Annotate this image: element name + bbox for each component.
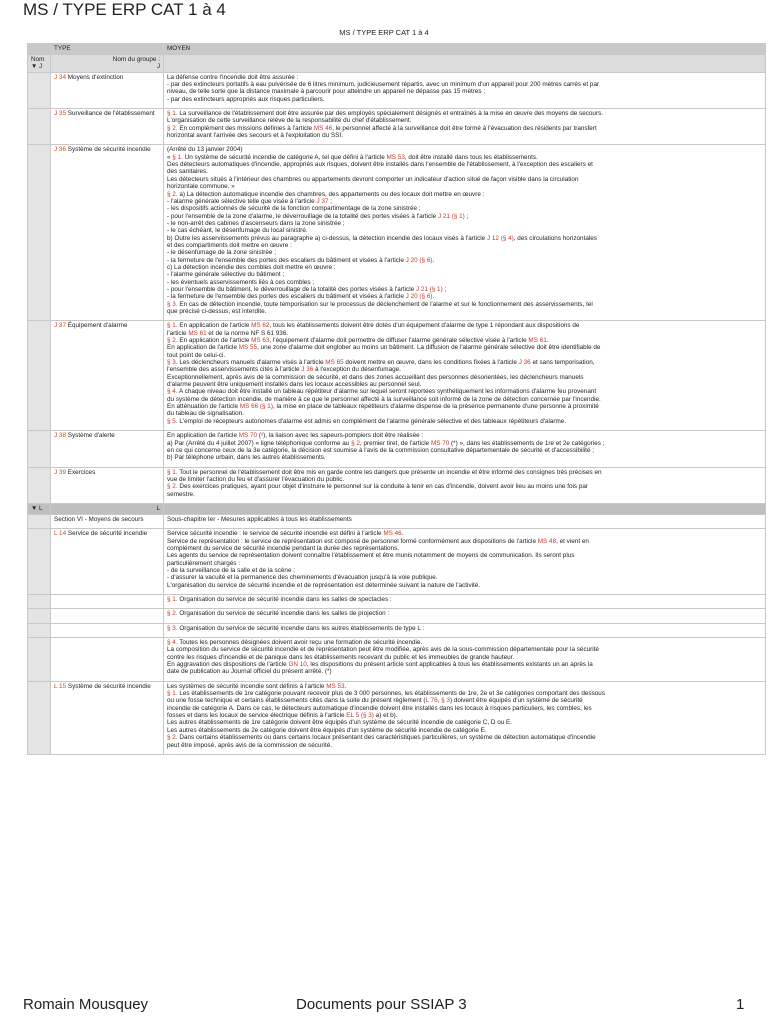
text-line: § 2. a) La détection automatique incendie des chambres, des appartements ou des locaux doit mettre en œuvre : xyxy=(167,190,485,198)
text-line: La composition du service de sécurité incendie et de représentation peut être modifiée, après avis de la sous-commission départementale pour la sécurité xyxy=(167,646,599,654)
regulation-table-wrap xyxy=(27,43,765,755)
text-line: ou une fosse technique et certains établissements cités dans la suite du présent règlement (L 76, § 3) doivent être équipés d'un système de sécurité xyxy=(167,697,583,705)
text-line: « § 1. Un système de sécurité incendie de catégorie A, tel que défini à l'article MS 53, doit être installé dans tous les établissements. xyxy=(167,153,538,161)
article-code: L 15 xyxy=(54,682,68,690)
table-row xyxy=(28,595,766,609)
text-line: peut être imposé, après avis de la commission de sécurité. xyxy=(167,741,333,749)
text-line: d'alarme peuvent être uniquement installés dans les locaux accessibles au personnel seul. xyxy=(167,381,422,389)
text-line: - les dispositifs actionnés de sécurité de la fonction compartimentage de la zone sinistrée ; xyxy=(167,205,421,213)
moyen-cell xyxy=(164,623,766,637)
article-label: Équipement d'alarme xyxy=(67,322,128,330)
type-cell xyxy=(51,638,164,682)
article-label: Exercices xyxy=(67,468,96,476)
header-cell-moyen: MOYEN xyxy=(164,44,766,55)
footer-page-number: 1 xyxy=(736,996,745,1013)
text-line: § 4. A chaque niveau doit être installé un tableau répétiteur d'alarme sur lequel seront reportées synthétiquement les informations d'alarme feu provenant xyxy=(167,388,597,396)
text-line: - le non-arrêt des cabines d'ascenseurs dans la zone sinistrée ; xyxy=(167,219,345,227)
table-row xyxy=(28,72,766,108)
text-line: - pour l'ensemble du bâtiment, le déverrouillage de la totalité des portes visées à l'article J 21 (§ 1) ; xyxy=(167,285,447,293)
text-line: § 2. Organisation du service de sécurité incendie dans les salles de projection : xyxy=(167,610,390,618)
group-l-row xyxy=(28,503,766,514)
text-line: Les autres établissements de 2e catégorie doivent être équipés d'un système de sécurité incendie de catégorie E. xyxy=(167,726,487,734)
group-name-cell: Nom du groupe : J xyxy=(51,55,164,73)
text-line: § 3. En cas de détection incendie, toute temporisation sur le processus de déclenchement de l'alarme et sur le fonctionnement des asservissements, tel xyxy=(167,300,593,308)
moyen-cell xyxy=(164,595,766,609)
type-cell xyxy=(51,109,164,145)
text-line: § 4. Toutes les personnes désignées doivent avoir reçu une formation de sécurité incendie. xyxy=(167,639,423,647)
header-cell-empty xyxy=(28,44,51,55)
text-line: § 3. Organisation du service de sécurité incendie dans les autres établissements de type L : xyxy=(167,624,425,632)
text-line: complément du service de sécurité incendie pendant la durée des représentations. xyxy=(167,544,400,552)
text-line: La défense contre l'incendie doit être assurée : xyxy=(167,73,299,81)
table-row xyxy=(28,145,766,321)
text-line: En application de l'article MS 70 (¹), la liaison avec les sapeurs-pompiers doit être réalisée : xyxy=(167,432,424,440)
article-label: Système de sécurité incendie xyxy=(67,146,151,154)
moyen-cell xyxy=(164,321,766,431)
text-line: En application de l'article MS 55, une zone d'alarme doit englober au moins un bâtiment. La diffusion de l'alarme générale sélective doit être identifiable de xyxy=(167,344,601,352)
text-line: § 2. Dans certains établissements ou dans certains locaux présentant des caractéristiques particulières, un système de détection automatique d'incendie xyxy=(167,734,596,742)
regulation-table xyxy=(27,43,766,755)
footer-author: Romain Mousquey xyxy=(23,996,149,1013)
text-line: - l'alarme générale sélective telle que visée à l'article J 37 ; xyxy=(167,197,332,205)
moyen-cell xyxy=(164,467,766,503)
text-line: - la fermeture de l'ensemble des portes des escaliers du bâtiment et visées à l'article J 20 (§ 6). xyxy=(167,256,435,264)
text-line: l'article MS 61 et de la norme NF S 61 936. xyxy=(167,329,289,337)
text-line: des sanitaires. xyxy=(167,168,208,176)
text-line: a) Par (Arrêté du 4 juillet 2007) « ligne téléphonique conforme au § 2, premier tiret, de l'article MS 70 (*) », dans les établissements de 1re et 2e catégories ; xyxy=(167,439,605,447)
row-gutter xyxy=(28,321,51,431)
text-line: date de publication au Journal officiel du présent arrêté. (*) xyxy=(167,668,332,676)
article-label: Section VI - Moyens de secours xyxy=(54,515,144,523)
text-line: Sous-chapitre Ier - Mesures applicables à tous les établissements xyxy=(167,515,352,523)
table-row xyxy=(28,623,766,637)
text-line: b) Outre les asservissements prévus au paragraphe a) ci-dessus, la détection incendie des locaux visés à l'article J 12 (§ 4), des circulations horizontales xyxy=(167,234,597,242)
text-line: § 3. Les déclencheurs manuels d'alarme visés à l'article MS 65 doivent mettre en œuvre, dans les conditions fixées à l'article J 36 et sans temporisation, xyxy=(167,359,595,367)
text-line: fosses et dans les locaux de service électrique définis à l'article EL 5 (§ 3) a) et b). xyxy=(167,712,398,720)
article-code: J 39 xyxy=(54,468,68,476)
text-line: - les éventuels asservissements liés à ces combles ; xyxy=(167,278,315,286)
text-line: vue de limiter l'action du feu et d'assurer l'évacuation du public. xyxy=(167,475,345,483)
table-row xyxy=(28,529,766,595)
type-cell xyxy=(51,321,164,431)
nom-label: Nom ▼ J xyxy=(28,55,51,73)
group-name-value xyxy=(164,55,766,73)
text-line: Les détecteurs situés à l'intérieur des chambres ou appartements devront comporter un indicateur d'action situé de façon visible dans la circulation xyxy=(167,175,579,183)
text-line: et des compartiments doit mettre en œuvre : xyxy=(167,241,292,249)
type-cell xyxy=(51,431,164,467)
moyen-cell xyxy=(164,431,766,467)
text-line: § 1. Les établissements de 1re catégorie pouvant recevoir plus de 3 000 personnes, les établissements de 1re, 2e et 3e catégories comportant des dessous xyxy=(167,690,605,698)
text-line: - pour l'ensemble de la zone d'alarme, le déverrouillage de la totalité des portes visées à l'article J 21 (§ 1) ; xyxy=(167,212,469,220)
text-line: - la fermeture de l'ensemble des portes des escaliers du bâtiment et visées à l'article J 20 (§ 6). xyxy=(167,293,435,301)
moyen-cell xyxy=(164,109,766,145)
text-line: b) Par téléphone urbain, dans les autres établissements. xyxy=(167,454,326,462)
row-gutter xyxy=(28,681,51,754)
text-line: en ce qui concerne ceux de la 3e catégorie, la décision est soumise à l'avis de la commission consultative départementale de sécurité et d'accessibilité ; xyxy=(167,446,594,454)
article-label: Moyens d'extinction xyxy=(67,73,124,81)
text-line: incendie de catégorie A. Dans ce cas, le détecteurs automatique d'incendie doivent être installés dans les locaux à risques particuliers, les combles, les xyxy=(167,704,592,712)
group-l-label: L xyxy=(51,503,164,514)
text-line: du système de détection incendie, de manière à ce que le personnel affecté à la surveillance soit informé de la zone de détection concernée par l'incendie. xyxy=(167,395,601,403)
row-gutter xyxy=(28,514,51,528)
table-row xyxy=(28,638,766,682)
article-code: J 34 xyxy=(54,73,68,81)
text-line: c) La détection incendie des combles doit mettre en œuvre : xyxy=(167,263,336,271)
text-line: Les autres établissements de 1re catégorie doivent être équipés d'un système de sécurité incendie de catégorie C, D ou E. xyxy=(167,719,513,727)
article-code: J 38 xyxy=(54,432,68,440)
type-cell xyxy=(51,609,164,623)
table-row xyxy=(28,109,766,145)
text-line: L'organisation de cette surveillance relève de la responsabilité du chef d'établissement. xyxy=(167,117,412,125)
text-line: - le désenfumage de la zone sinistrée ; xyxy=(167,249,276,257)
table-row xyxy=(28,609,766,623)
article-code: L 14 xyxy=(54,530,68,538)
moyen-cell xyxy=(164,72,766,108)
text-line: niveau, de telle sorte que la distance maximale à parcourir pour atteindre un appareil ne dépasse pas 15 mètres ; xyxy=(167,88,486,96)
table-row xyxy=(28,681,766,754)
text-line: Service de représentation : le service de représentation est composé de personnel formé conformément aux dispositions de l'article MS 48, et vient en xyxy=(167,537,589,545)
group-l-value xyxy=(164,503,766,514)
type-cell xyxy=(51,514,164,528)
text-line: - l'alarme générale sélective du bâtiment ; xyxy=(167,271,285,279)
row-gutter xyxy=(28,595,51,609)
article-label: Système d'alerte xyxy=(67,432,115,440)
group-name-row xyxy=(28,55,766,73)
moyen-cell xyxy=(164,514,766,528)
text-line: particulièrement chargés : xyxy=(167,559,240,567)
type-cell xyxy=(51,595,164,609)
text-line: § 2. Des exercices pratiques, ayant pour objet d'instruire le personnel sur la conduite à tenir en cas d'incendie, doivent avoir lieu au moins une fois par xyxy=(167,483,589,491)
header-cell-type: TYPE xyxy=(51,44,164,55)
text-line: - d'assurer la vacuité et la permanence des cheminements d'évacuation jusqu'à la voie publique. xyxy=(167,574,438,582)
text-line: Des détecteurs automatiques d'incendie, appropriés aux risques, doivent être installés dans l'ensemble de l'établissement, à l'exception des escaliers et xyxy=(167,161,593,169)
text-line: - par des extincteurs portatifs à eau pulvérisée de 6 litres minimum, judicieusement répartis, avec un minimum d'un appareil pour 200 mètres carrés et par xyxy=(167,81,600,89)
text-line: L'organisation du service de sécurité incendie et de représentation est déterminée suivant la nature de l'activité. xyxy=(167,581,481,589)
row-gutter xyxy=(28,623,51,637)
text-line: § 1. Tout le personnel de l'établissement doit être mis en garde contre les dangers que présente un incendie et être informé des consignes très précises en xyxy=(167,468,602,476)
text-line: § 1. Organisation du service de sécurité incendie dans les salles de spectacles : xyxy=(167,596,392,603)
row-gutter xyxy=(28,431,51,467)
moyen-cell xyxy=(164,609,766,623)
text-line: § 2. En application de l'article MS 63, l'équipement d'alarme doit permettre de diffuser l'alarme générale sélective visée à l'article MS 61. xyxy=(167,337,549,345)
text-line: du tableau de signalisation. xyxy=(167,410,244,418)
text-line: Les agents du service de représentation doivent connaître l'établissement et être munis notamment de moyens de communication. Ils seront plus xyxy=(167,552,575,560)
article-label: Service de sécurité incendie xyxy=(67,530,148,538)
table-row xyxy=(28,431,766,467)
text-line: En atténuation de l'article MS 66 (§ 1), la mise en place de tableaux répétiteurs d'alarme dispense de la présence permanente d'une personne à proximité xyxy=(167,403,599,411)
page-header: MS / TYPE ERP CAT 1 à 4 xyxy=(23,0,226,19)
text-line: contre les risques d'incendie et de panique dans les établissements recevant du public et les immeubles de grande hauteur. xyxy=(167,653,515,661)
moyen-cell xyxy=(164,681,766,754)
text-line: - de la surveillance de la salle et de la scène ; xyxy=(167,566,296,574)
text-line: Service sécurité incendie : le service de sécurité incendie est défini à l'article MS 46. xyxy=(167,530,404,538)
text-line: Exceptionnellement, après avis de la commission de sécurité, et dans des zones accueillant des personnes désorientées, les déclencheurs manuels xyxy=(167,373,584,381)
text-line: § 2. En complément des missions définies à l'article MS 46, le personnel affecté à la surveillance doit être formé à l'évacuation des résidents par transfert xyxy=(167,124,597,132)
article-code: J 35 xyxy=(54,110,68,118)
group-j-toggle[interactable]: ▼ J xyxy=(31,63,43,71)
row-gutter xyxy=(28,467,51,503)
article-code: J 37 xyxy=(54,322,68,330)
row-gutter xyxy=(28,529,51,595)
row-gutter xyxy=(28,145,51,321)
text-line: § 5. L'emploi de récepteurs autonomes d'alarme est admis en complément de l'alarme générale sélective et des tableaux répétiteurs d'alarme. xyxy=(167,417,567,425)
text-line: § 1. En application de l'article MS 62, tous les établissements doivent être dotés d'un équipement d'alarme de type 1 répondant aux dispositions de xyxy=(167,322,580,330)
row-gutter xyxy=(28,72,51,108)
moyen-cell xyxy=(164,529,766,595)
group-l-toggle[interactable]: ▼ L xyxy=(28,503,51,514)
table-row xyxy=(28,467,766,503)
moyen-cell xyxy=(164,145,766,321)
text-line: que précisé ci-dessus, est interdite. xyxy=(167,308,267,315)
text-line: l'ensemble des asservissements cités à l'article J 36 à l'exception du désenfumage. xyxy=(167,366,401,374)
type-cell xyxy=(51,72,164,108)
text-line: - par des extincteurs appropriés aux risques particuliers. xyxy=(167,95,325,103)
print-title: MS / TYPE ERP CAT 1 à 4 xyxy=(339,28,429,37)
text-line: horizontal avant l'arrivée des secours et à l'exploitation du SSI. xyxy=(167,132,343,140)
text-line: (Arrêté du 13 janvier 2004) xyxy=(167,146,243,154)
table-header-row xyxy=(28,44,766,55)
text-line: § 1. La surveillance de l'établissement doit être assurée par des employés spécialement désignés et entraînés à la mise en œuvre des moyens de secours. xyxy=(167,110,604,118)
text-line: - le cas échéant, le désenfumage du local sinistré. xyxy=(167,227,308,235)
row-gutter xyxy=(28,609,51,623)
row-gutter xyxy=(28,109,51,145)
type-cell xyxy=(51,467,164,503)
type-cell xyxy=(51,681,164,754)
table-row xyxy=(28,321,766,431)
row-gutter xyxy=(28,638,51,682)
text-line: semestre. xyxy=(167,490,195,498)
type-cell xyxy=(51,145,164,321)
article-label: Surveillance de l'établissement xyxy=(67,110,155,118)
text-line: En aggravation des dispositions de l'article GN 10, les dispositions du présent article sont applicables à tous les établissements existants un an après la xyxy=(167,661,593,669)
moyen-cell xyxy=(164,638,766,682)
article-code: J 36 xyxy=(54,146,68,154)
type-cell xyxy=(51,623,164,637)
article-label: Système de sécurité incendie xyxy=(67,682,151,690)
type-cell xyxy=(51,529,164,595)
text-line: horizontale commune. » xyxy=(167,183,235,191)
footer-doc-title: Documents pour SSIAP 3 xyxy=(296,996,467,1013)
text-line: tout point de celui-ci. xyxy=(167,351,226,359)
text-line: Les systèmes de sécurité incendie sont définis à l'article MS 53. xyxy=(167,682,347,690)
table-row xyxy=(28,514,766,528)
